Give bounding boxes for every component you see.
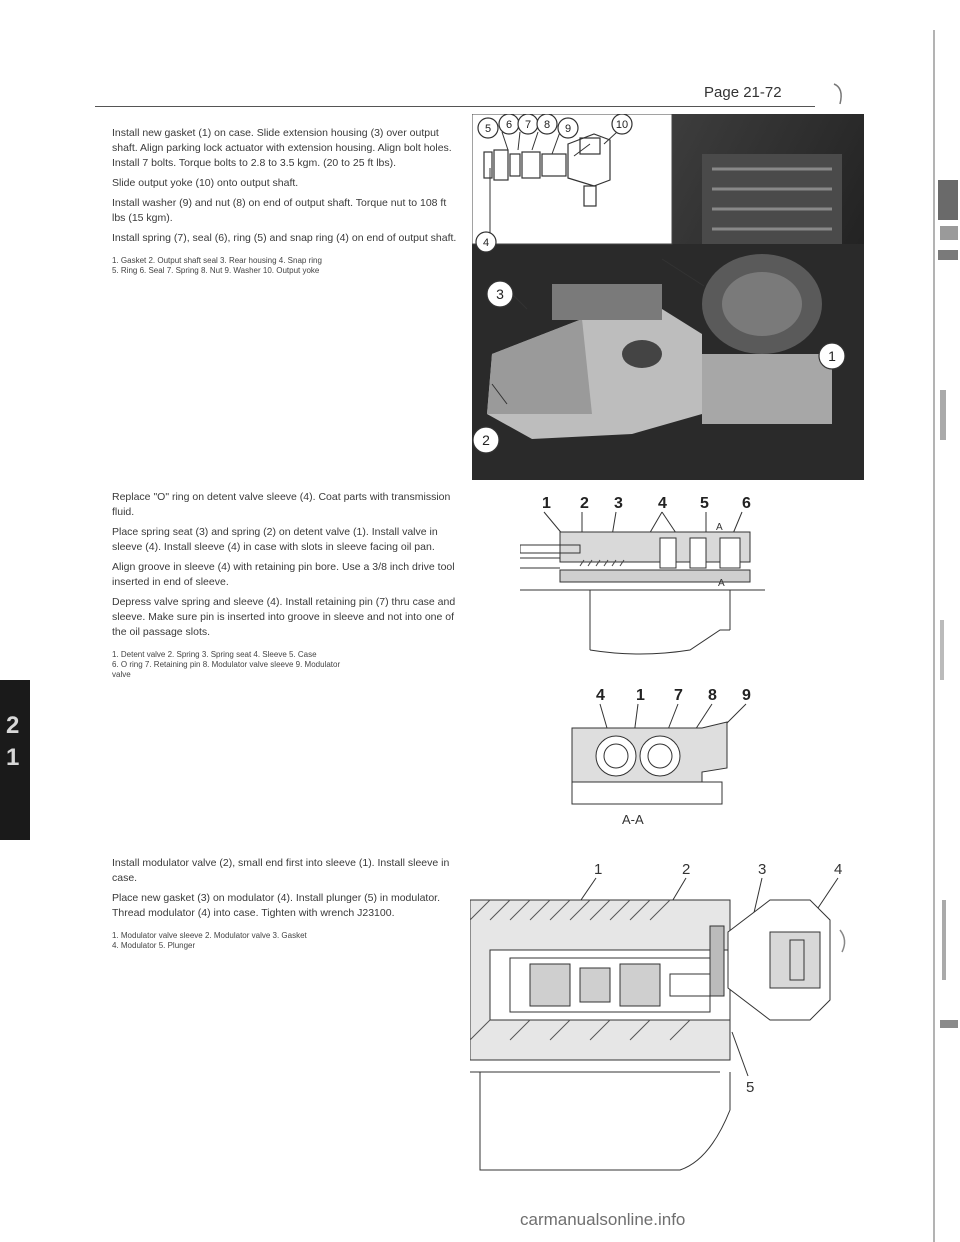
part-number-label: 4: [658, 495, 667, 512]
section-3-text: [112, 856, 462, 951]
section-mark: A: [716, 522, 723, 533]
part-number-label: 8: [708, 687, 717, 704]
scan-edge-artifacts: [914, 0, 960, 1242]
paragraph: Install modulator valve (2), small end first into sleeve (1). Install sleeve in case.: [112, 857, 450, 884]
caption-line: 6. O ring 7. Retaining pin 8. Modulator valve sleeve 9. Modulator: [112, 660, 341, 669]
callout-label: 9: [564, 123, 572, 135]
part-number-label: 1: [636, 687, 645, 704]
callout-label: 6: [505, 119, 513, 131]
paragraph: Place new gasket (3) on modulator (4). Install plunger (5) in modulator. Thread modulator (4) into case. Tighten with wrench J23100.: [112, 892, 440, 919]
section-2-text: [112, 490, 462, 680]
paragraph: Slide output yoke (10) onto output shaft.: [112, 177, 299, 189]
callout-label: 10: [615, 119, 629, 131]
part-number-label: 2: [580, 495, 589, 512]
part-number-label: 2: [682, 861, 691, 878]
caption-line: valve: [112, 670, 131, 679]
part-number-label: 6: [742, 495, 751, 512]
callout-label: 2: [482, 432, 490, 448]
callout-label: 8: [543, 119, 551, 131]
part-number-label: 3: [758, 861, 767, 878]
figure-2-detent-valve-diagram: [520, 490, 770, 660]
callout-label: 4: [482, 237, 490, 249]
figure-1-caption: [112, 256, 462, 276]
callout-label: 1: [828, 348, 836, 364]
figure-4-modulator-valve-diagram: [470, 840, 880, 1190]
page-number: Page 21-72: [704, 84, 782, 101]
section-1-text: [112, 126, 462, 276]
part-number-label: 4: [596, 687, 605, 704]
part-number-label: 3: [614, 495, 623, 512]
paragraph: Place spring seat (3) and spring (2) on detent valve (1). Install valve in sleeve (4). Install sleeve (4) in case with slots in sleeve facing oil pan.: [112, 526, 438, 553]
figure-2-caption: [112, 650, 462, 680]
caption-line: 1. Gasket 2. Output shaft seal 3. Rear housing 4. Snap ring: [112, 256, 322, 265]
figure-1-extension-housing-photo: [472, 114, 864, 480]
part-number-label: 5: [700, 495, 709, 512]
paragraph: Install new gasket (1) on case. Slide extension housing (3) over output shaft. Align parking lock actuator with extension housing. Align bolt holes. Install 7 bolts. Torque bolts to 2.8 to 3.5 kgm. (20 to 25 ft lbs).: [112, 127, 452, 169]
caption-line: 1. Modulator valve sleeve 2. Modulator valve 3. Gasket: [112, 931, 307, 940]
part-number-label: 5: [746, 1079, 755, 1096]
paragraph: Align groove in sleeve (4) with retaining pin bore. Use a 3/8 inch drive tool inserted in end of sleeve.: [112, 561, 455, 588]
caption-line: 1. Detent valve 2. Spring 3. Spring seat 4. Sleeve 5. Case: [112, 650, 317, 659]
paragraph: Depress valve spring and sleeve (4). Install retaining pin (7) thru case and sleeve. Make sure pin is inserted into groove in sleeve and not into one of the oil passage slots.: [112, 596, 456, 638]
paragraph: Install spring (7), seal (6), ring (5) and snap ring (4) on end of output shaft.: [112, 232, 457, 244]
callout-label: 3: [496, 286, 504, 302]
section-view-label: A-A: [622, 812, 644, 827]
callout-label: 5: [484, 123, 492, 135]
figure-3-section-a-a-diagram: [552, 682, 752, 830]
part-number-label: 1: [594, 861, 603, 878]
section-mark: A: [718, 578, 725, 589]
figure-4-caption: [112, 931, 462, 951]
paragraph: Replace "O" ring on detent valve sleeve (4). Coat parts with transmission fluid.: [112, 491, 451, 518]
caption-line: 5. Ring 6. Seal 7. Spring 8. Nut 9. Washer 10. Output yoke: [112, 266, 320, 275]
section-tab-digit: 2: [6, 712, 20, 739]
callout-label: 7: [524, 119, 532, 131]
part-number-label: 7: [674, 687, 683, 704]
header-rule: [95, 106, 815, 107]
part-number-label: 9: [742, 687, 751, 704]
caption-line: 4. Modulator 5. Plunger: [112, 941, 196, 950]
part-number-label: 4: [834, 861, 843, 878]
section-tab-digit: 1: [6, 744, 20, 771]
part-number-label: 1: [542, 495, 551, 512]
paragraph: Install washer (9) and nut (8) on end of output shaft. Torque nut to 108 ft lbs (15 kgm).: [112, 197, 447, 224]
watermark: carmanualsonline.info: [520, 1210, 686, 1229]
